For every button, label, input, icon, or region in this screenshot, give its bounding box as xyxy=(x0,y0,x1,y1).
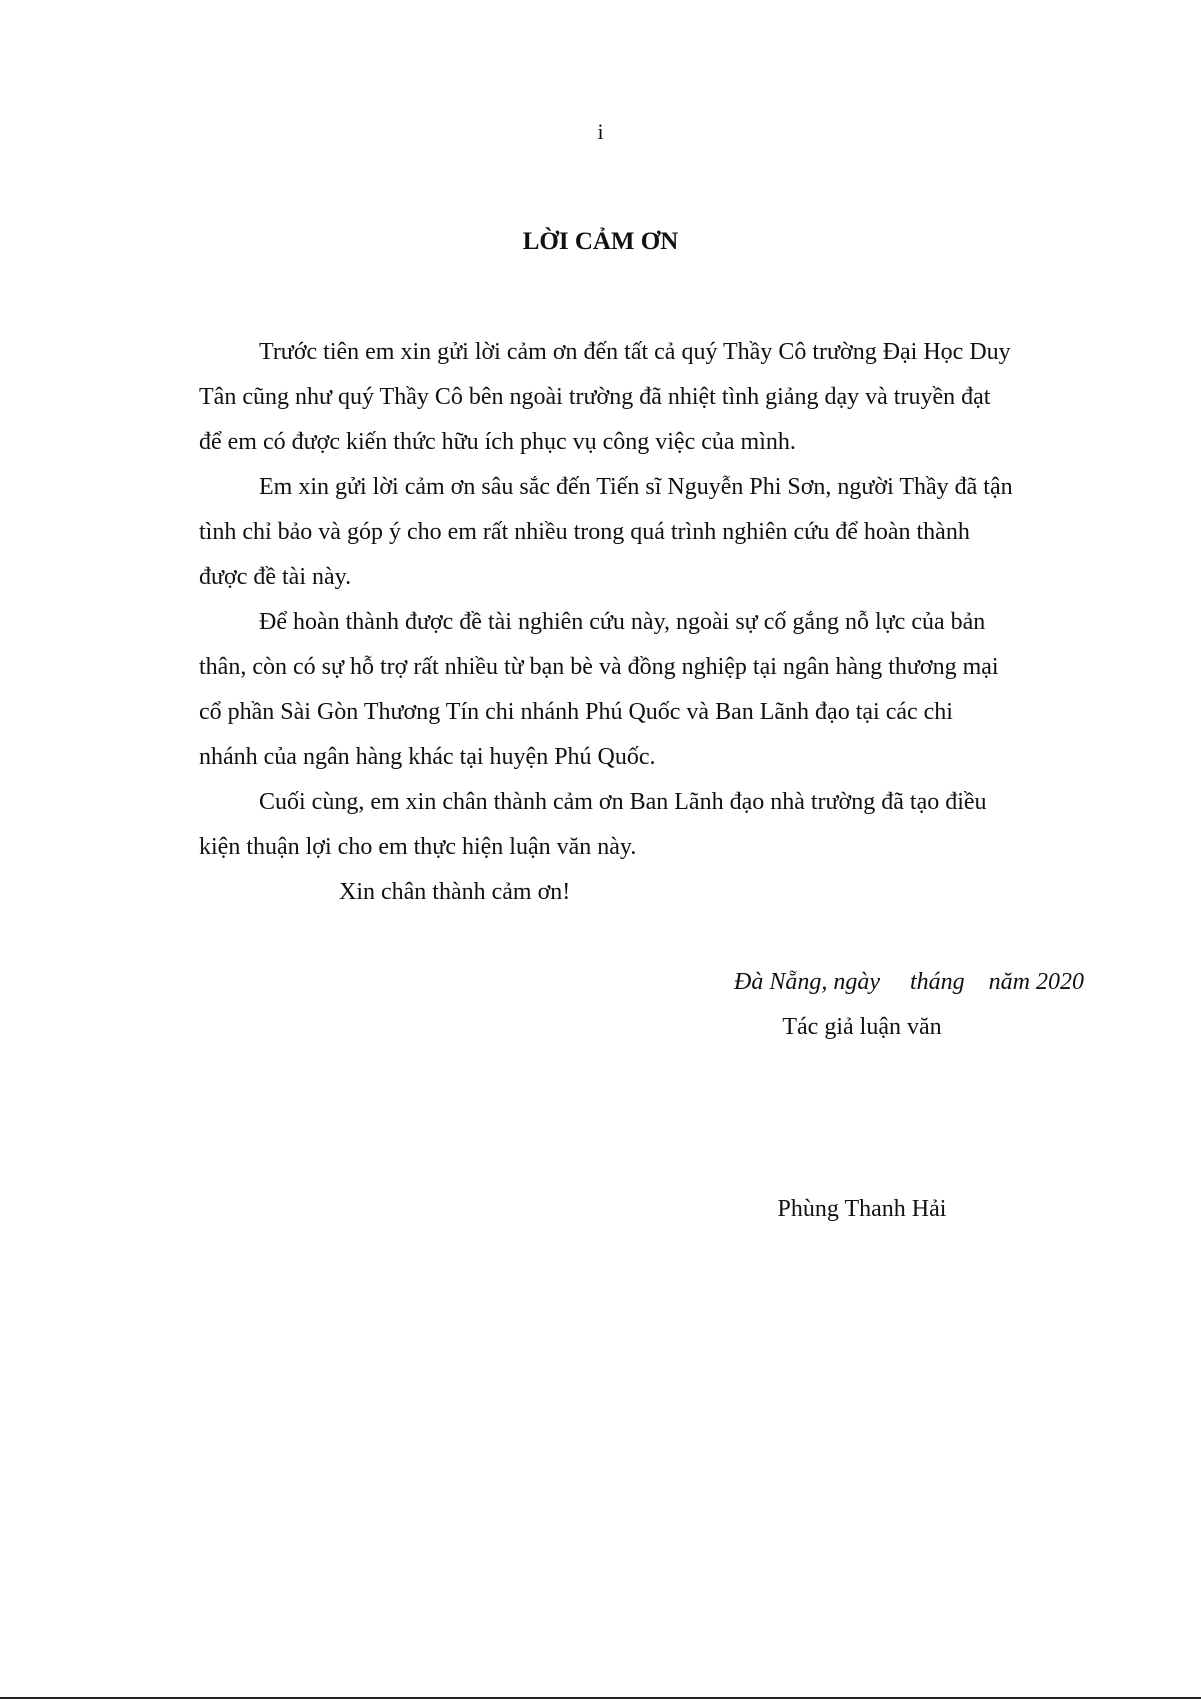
signature-role: Tác giả luận văn xyxy=(782,1014,942,1040)
paragraph-line: thân, còn có sự hỗ trợ rất nhiều từ bạn bè và đồng nghiệp tại ngân hàng thương mại xyxy=(199,654,999,680)
paragraph-line: nhánh của ngân hàng khác tại huyện Phú Quốc. xyxy=(199,744,656,770)
page-number: i xyxy=(597,119,604,144)
closing-line: Xin chân thành cảm ơn! xyxy=(339,879,571,905)
signature-name: Phùng Thanh Hải xyxy=(777,1196,947,1222)
signature-date: Đà Nẵng, ngày tháng năm 2020 xyxy=(734,969,1084,995)
paragraph-line: được đề tài này. xyxy=(199,564,352,590)
paragraph-line: để em có được kiến thức hữu ích phục vụ công việc của mình. xyxy=(199,429,796,455)
paragraph-line: Tân cũng như quý Thầy Cô bên ngoài trường đã nhiệt tình giảng dạy và truyền đạt xyxy=(199,384,991,410)
paragraph-line: tình chỉ bảo và góp ý cho em rất nhiều trong quá trình nghiên cứu để hoàn thành xyxy=(199,519,970,545)
paragraph-line: kiện thuận lợi cho em thực hiện luận văn này. xyxy=(199,834,637,860)
acknowledgement-body xyxy=(199,330,1084,915)
page-title: LỜI CẢM ƠN xyxy=(522,228,679,255)
paragraph-line: Em xin gửi lời cảm ơn sâu sắc đến Tiến sĩ Nguyễn Phi Sơn, người Thầy đã tận xyxy=(259,474,1013,500)
paragraph-line: cổ phần Sài Gòn Thương Tín chi nhánh Phú Quốc và Ban Lãnh đạo tại các chi xyxy=(199,699,953,725)
paragraph-line: Để hoàn thành được đề tài nghiên cứu này, ngoài sự cố gắng nỗ lực của bản xyxy=(259,609,986,635)
paragraph-line: Trước tiên em xin gửi lời cảm ơn đến tất cả quý Thầy Cô trường Đại Học Duy xyxy=(259,339,1011,365)
paragraph-line: Cuối cùng, em xin chân thành cảm ơn Ban Lãnh đạo nhà trường đã tạo điều xyxy=(259,789,987,815)
